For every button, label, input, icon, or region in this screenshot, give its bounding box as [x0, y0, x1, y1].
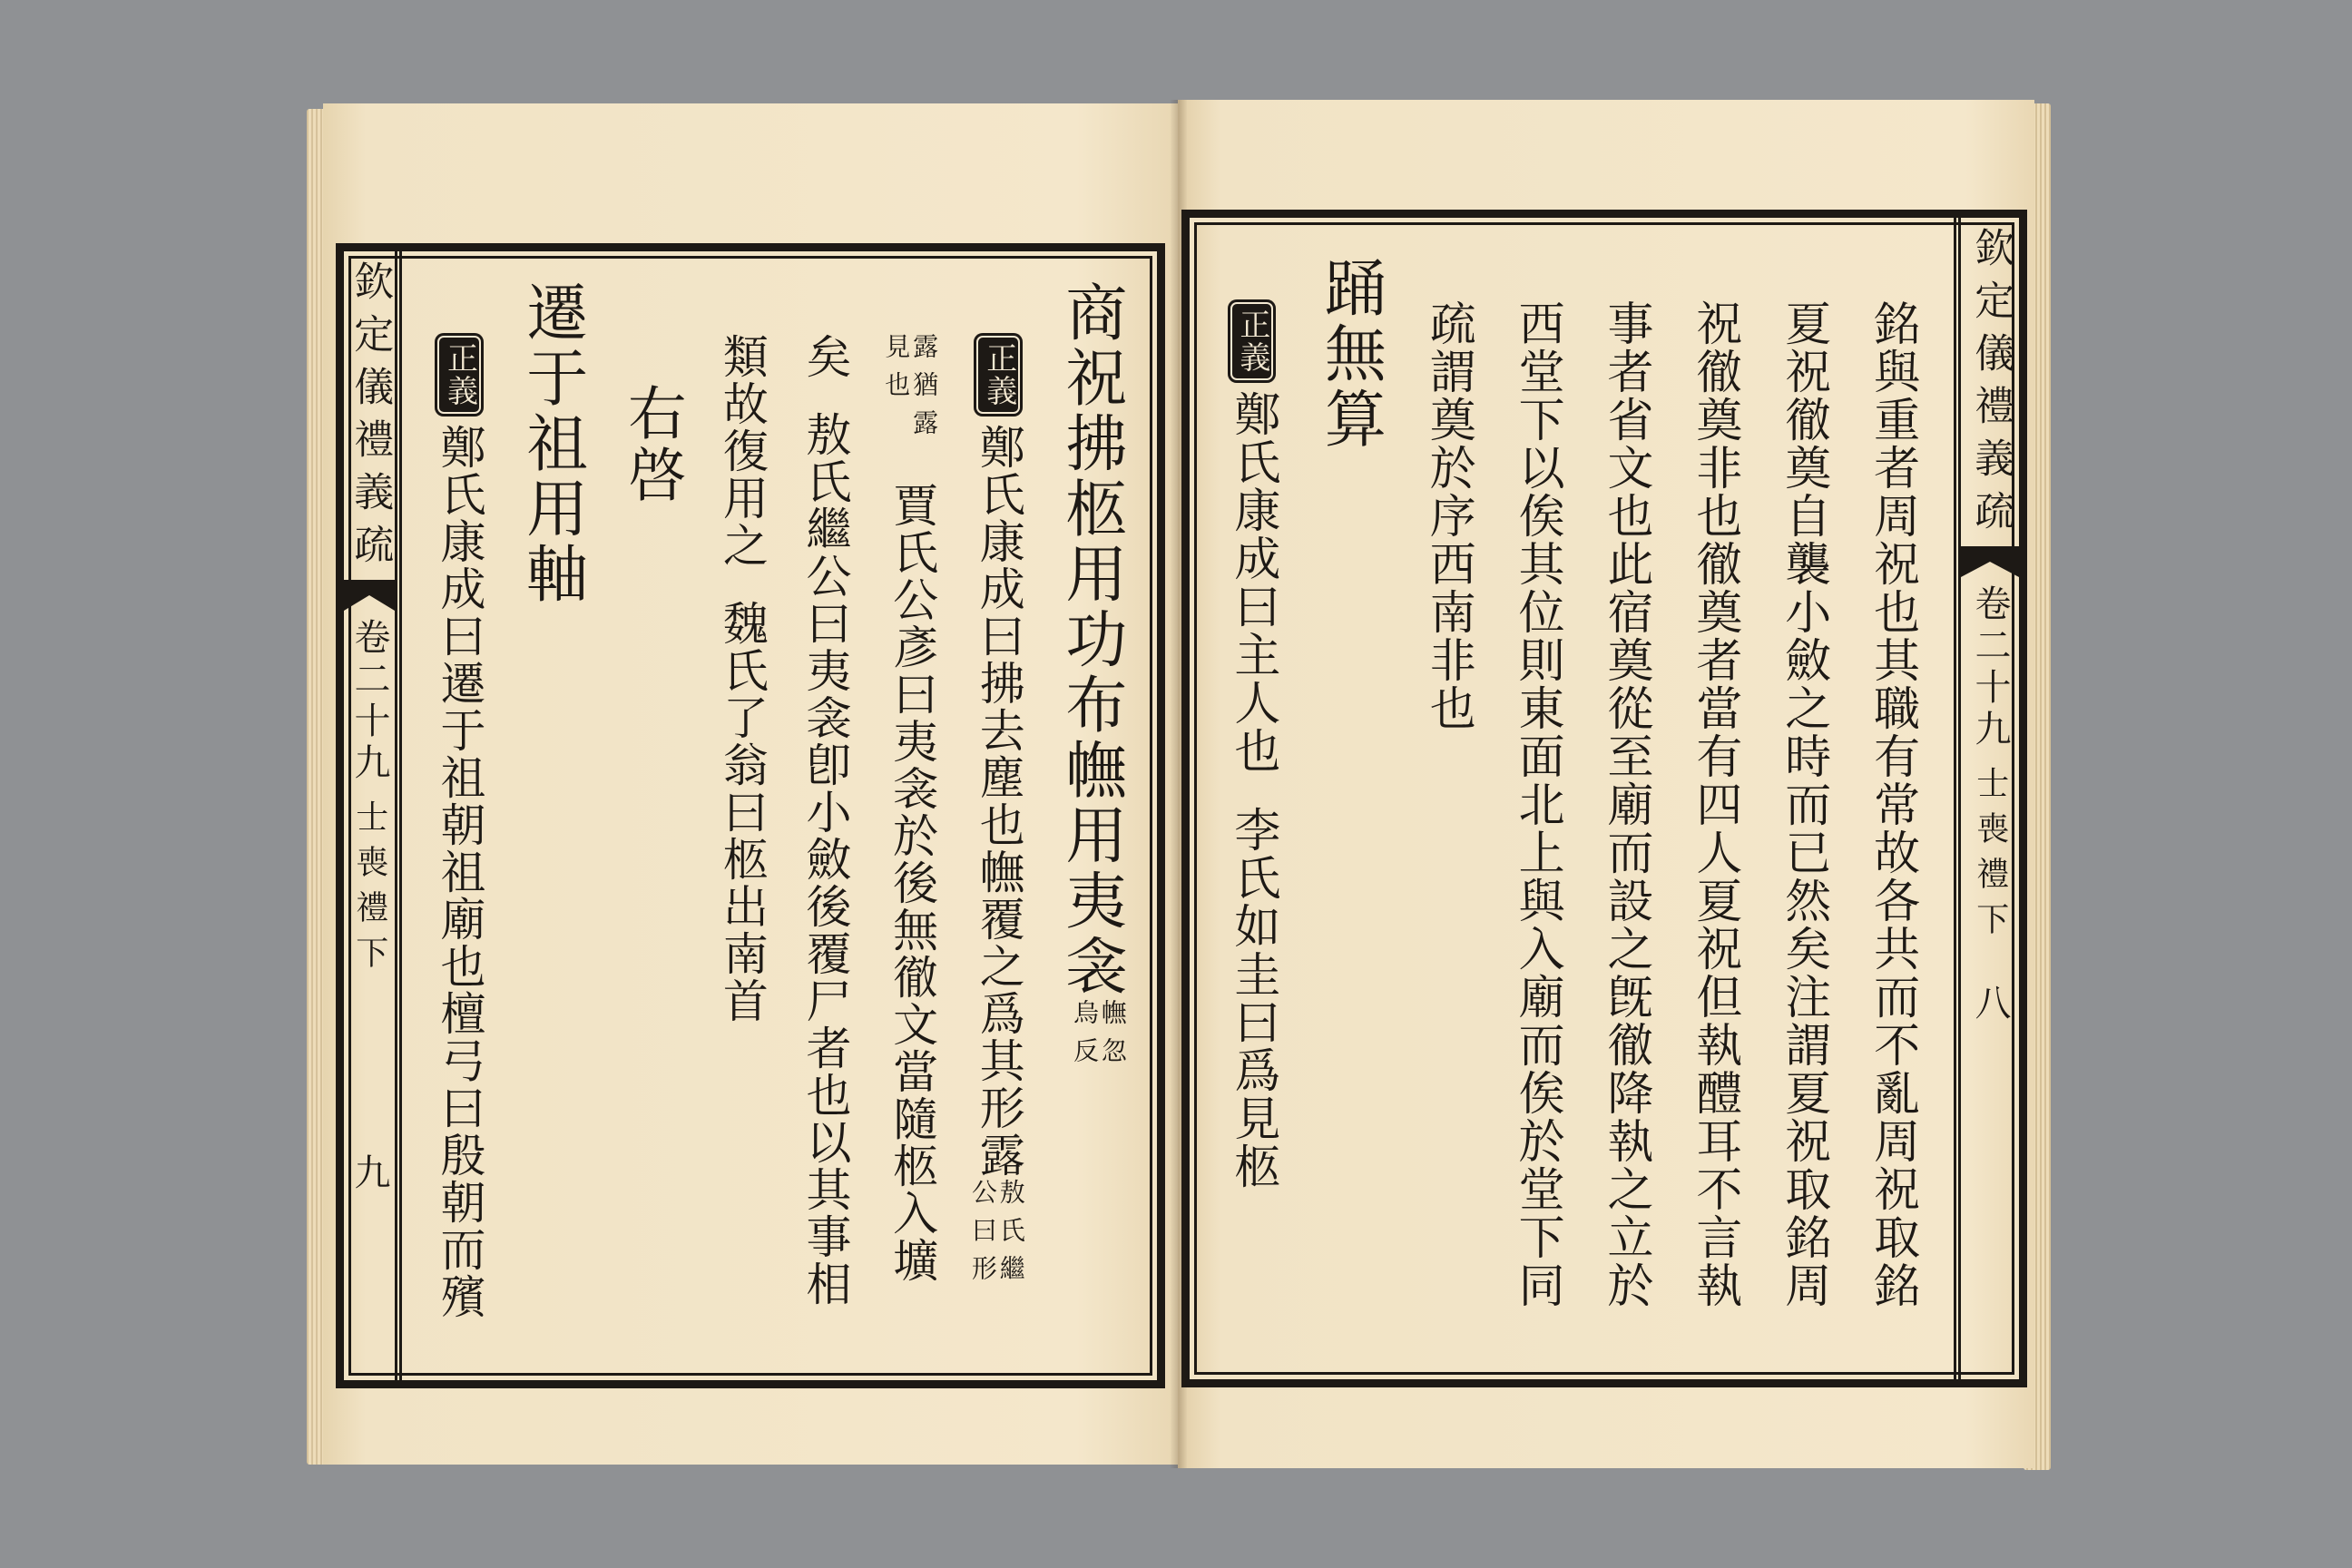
commentary-text: 疏謂奠於序西南非也	[1421, 299, 1475, 732]
book-title: 欽定儀禮義疏	[1967, 227, 2014, 543]
scripture-text: 踊無算	[1314, 256, 1387, 452]
scripture-column	[516, 251, 587, 607]
commentary-text: 李氏如圭曰爲見柩	[1225, 806, 1279, 1191]
right-text-columns	[1190, 218, 1954, 1379]
commentary-text: 鄭氏康成曰遷于祖朝祖廟也檀弓曰殷朝而殯	[433, 424, 486, 1320]
right-text-frame	[1181, 210, 2027, 1387]
chapter-label: 士喪禮下	[350, 799, 388, 981]
commentary-text: 西堂下以俟其位則東面北上與入廟而俟於堂下同	[1510, 299, 1564, 1309]
zhengyi-badge: 正義	[1228, 299, 1276, 383]
commentary-text: 夏祝徹奠自襲小斂之時而已然矣注謂夏祝取銘周	[1776, 299, 1830, 1309]
commentary-text: 鄭氏康成曰主人也	[1225, 390, 1279, 775]
scripture-column	[1314, 218, 1385, 452]
commentary-column	[968, 251, 1024, 1297]
book-title: 欽定儀禮義疏	[347, 260, 394, 576]
scripture-text: 商祝拂柩用功布幠用夷衾	[1054, 280, 1127, 999]
volume-label: 卷二十九	[1969, 584, 2011, 751]
folio-number: 九	[348, 1153, 390, 1190]
left-text-frame	[336, 243, 1165, 1388]
book-spine	[1171, 100, 1187, 1468]
small-annotation: 敖氏繼公曰形	[967, 1179, 1026, 1293]
pronunciation-note: 幠忽烏反	[1070, 999, 1128, 1075]
commentary-text: 賈氏公彥曰夷衾於後無徹文當隨柩入壙	[886, 482, 939, 1284]
commentary-text: 矣	[799, 333, 852, 380]
commentary-column	[1225, 218, 1279, 1191]
small-annotation: 露猶露見也	[881, 333, 940, 447]
commentary-column	[1687, 218, 1740, 1309]
left-text-columns	[402, 251, 1157, 1380]
left-center-strip	[344, 251, 402, 1380]
section-end-text: 右啓	[618, 383, 686, 506]
commentary-text: 敖氏繼公曰夷衾卽小斂後覆尸者也以其事相	[799, 411, 852, 1308]
commentary-column	[1421, 218, 1475, 732]
commentary-column	[715, 251, 768, 1024]
commentary-column	[1776, 218, 1829, 1309]
commentary-text: 銘與重者周祝也其職有常故各共而不亂周祝取銘	[1865, 299, 1919, 1309]
zhengyi-badge: 正義	[974, 333, 1022, 416]
fish-tail-mark	[344, 580, 395, 611]
commentary-column	[1865, 218, 1918, 1309]
commentary-text: 魏氏了翁曰柩出南首	[715, 600, 769, 1024]
section-end-marker	[618, 251, 685, 506]
commentary-text: 事者省文也此宿奠從至廟而設之旣徹降執之立於	[1599, 299, 1652, 1309]
scripture-text: 遷于祖用軸	[515, 280, 588, 607]
right-page	[1178, 100, 2034, 1468]
left-page	[323, 103, 1180, 1465]
zhengyi-badge: 正義	[435, 333, 483, 416]
commentary-column	[433, 251, 485, 1320]
commentary-text: 鄭氏康成曰拂去塵也幠覆之爲其形露	[972, 424, 1025, 1179]
commentary-column	[881, 251, 940, 1284]
chapter-label: 士喪禮下	[1971, 766, 2009, 947]
commentary-column	[799, 251, 851, 1308]
commentary-text: 類故復用之	[715, 333, 769, 569]
commentary-column	[1598, 218, 1651, 1309]
commentary-column	[1509, 218, 1563, 1309]
scripture-column	[1055, 251, 1126, 1079]
fish-tail-mark	[1961, 546, 2019, 577]
right-center-strip	[1954, 218, 2019, 1379]
commentary-text: 祝徹奠非也徹奠者當有四人夏祝但執醴耳不言執	[1687, 299, 1741, 1309]
volume-label: 卷二十九	[348, 618, 390, 785]
folio-number: 八	[1969, 984, 2011, 1020]
